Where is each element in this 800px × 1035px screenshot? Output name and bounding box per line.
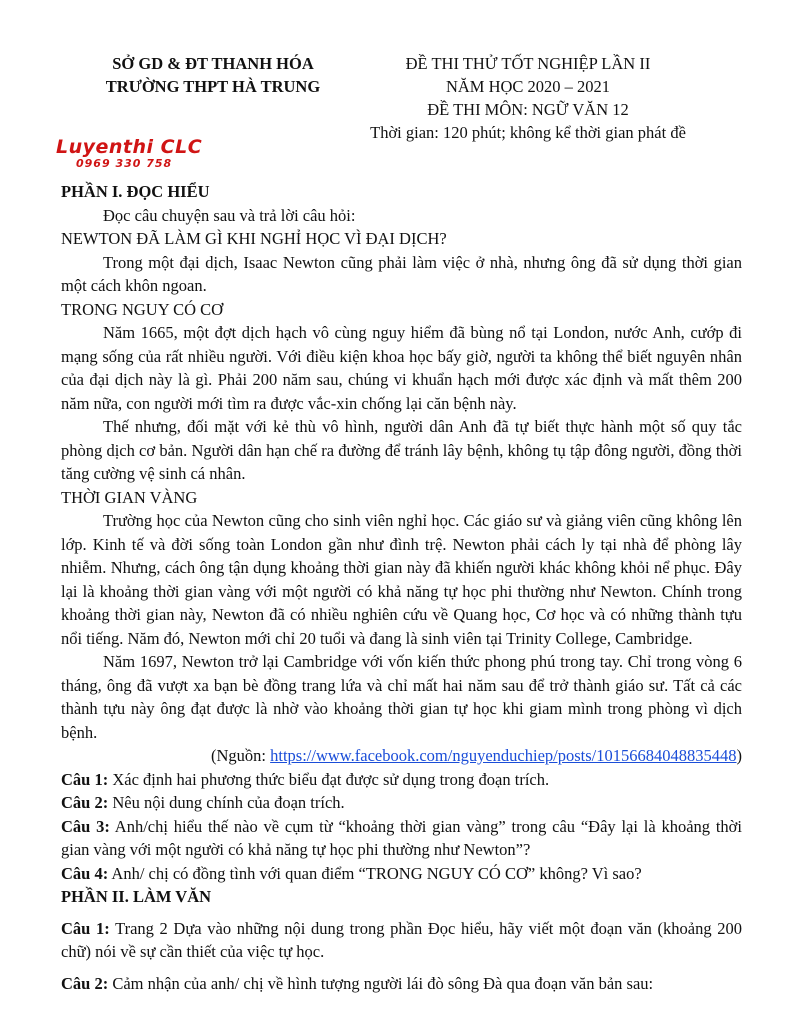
question-label: Câu 1: [61, 769, 109, 789]
question-label: Câu 4: [61, 863, 109, 883]
question-text: Anh/ chị có đồng tình với quan điểm “TRONG NGUY CÓ CƠ” không? Vì sao? [108, 863, 642, 883]
question-4 [61, 862, 742, 886]
story-paragraph-2: Năm 1665, một đợt dịch hạch vô cùng nguy hiểm đã bùng nổ tại London, nước Anh, cướp đi mạng sống của rất nhiều người. Với điều kiện khoa học bấy giờ, người ta không thể biết nguyên nhân của đại dịch này là gì. Phải 200 năm sau, chúng vi khuẩn hạch mới được xác định và mất thêm 200 năm nữa, con người mới tìm ra được vắc-xin chống lại căn bệnh này. [61, 323, 742, 413]
story-paragraph-1: Trong một đại dịch, Isaac Newton cũng phải làm việc ở nhà, nhưng ông đã sử dụng thời gian một cách khôn ngoan. [61, 252, 742, 295]
question-label: Câu 2: [61, 973, 109, 993]
story-title: NEWTON ĐÃ LÀM GÌ KHI NGHỈ HỌC VÌ ĐẠI DỊCH? [61, 229, 447, 248]
school-name: TRƯỜNG THPT HÀ TRUNG [105, 77, 321, 96]
story-subheading-1: TRONG NGUY CÓ CƠ [61, 299, 224, 319]
question-label: Câu 1: [61, 918, 110, 938]
question-2 [61, 791, 742, 815]
exam-content [61, 180, 742, 995]
source-citation [61, 744, 742, 768]
story-subheading-2: THỜI GIAN VÀNG [61, 487, 198, 507]
essay-question-1 [61, 917, 742, 964]
question-label: Câu 3: [61, 816, 110, 836]
logo-phone: 0969 330 758 [76, 157, 173, 170]
source-link[interactable]: https://www.facebook.com/nguyenduchiep/posts/10156684048835448 [270, 746, 737, 765]
question-text: Cảm nhận của anh/ chị về hình tượng người lái đò sông Đà qua đoạn văn bản sau: [108, 973, 654, 993]
department-name: SỞ GD & ĐT THANH HÓA [112, 54, 314, 73]
essay-question-2 [61, 972, 742, 996]
question-text: Nêu nội dung chính của đoạn trích. [108, 793, 345, 812]
story-paragraph-4: Trường học của Newton cũng cho sinh viên nghỉ học. Các giáo sư và giảng viên cũng không lên lớp. Kinh tế và đời sống toàn London gần như đình trệ. Newton phải cách ly tại nhà để phòng lây nhiễm. Nhưng, cách ông tận dụng khoảng thời gian này đã khiến người khác không khỏi nể phục. Đây lại là khoảng thời gian vàng với một người có khả năng tự học phi thường như Newton. Chính trong khoảng thời gian này, Newton đã có nhiều nghiên cứu về Quang học, Cơ học và có những thành tựu nổi tiếng. Năm đó, Newton mới chỉ 20 tuổi và đang là sinh viên tại Trinity College, Cambridge. [61, 511, 742, 648]
question-1 [61, 768, 742, 792]
part2-title: PHẦN II. LÀM VĂN [61, 887, 212, 906]
question-3 [61, 815, 742, 862]
logo-name: Luyenthi CLC [56, 136, 203, 158]
exam-title: ĐỀ THI THỬ TỐT NGHIỆP LẦN II [405, 54, 651, 73]
question-label: Câu 2: [61, 793, 109, 812]
luyenthi-logo [56, 136, 202, 170]
part1-title: PHẦN I. ĐỌC HIỂU [61, 182, 210, 201]
source-prefix: (Nguồn: [211, 746, 271, 765]
exam-subject: ĐỀ THI MÔN: NGỮ VĂN 12 [427, 100, 629, 119]
school-year: NĂM HỌC 2020 – 2021 [445, 77, 611, 96]
exam-header [0, 38, 800, 142]
question-text: Trang 2 Dựa vào những nội dung trong phần Đọc hiểu, hãy viết một đoạn văn (khoảng 200 chữ) nói về sự cần thiết của việc tự học. [61, 918, 742, 961]
question-text: Anh/chị hiểu thế nào về cụm từ “khoảng thời gian vàng” trong câu “Đây lại là khoảng thời gian vàng với một người có khả năng tự học phi thường như Newton”? [61, 816, 742, 859]
story-paragraph-3: Thế nhưng, đối mặt với kẻ thù vô hình, người dân Anh đã tự biết thực hành một số quy tắc phòng dịch cơ bản. Người dân hạn chế ra đường để tránh lây bệnh, không tụ tập đông người, đồng thời tăng cường vệ sinh cá nhân. [61, 417, 742, 483]
source-suffix: ) [736, 746, 742, 765]
reading-intro: Đọc câu chuyện sau và trả lời câu hỏi: [103, 205, 356, 225]
story-paragraph-5: Năm 1697, Newton trở lại Cambridge với vốn kiến thức phong phú trong tay. Chỉ trong vòng 6 tháng, ông đã vượt xa bạn bè đồng trang lứa và chỉ mất hai năm sau để trở thành giáo sư. Tất cả các thành tựu này ông đạt được là nhờ vào khoảng thời gian tự học khi giam mình trong phòng vì dịch bệnh. [61, 652, 742, 742]
question-text: Xác định hai phương thức biểu đạt được sử dụng trong đoạn trích. [108, 769, 550, 789]
exam-duration: Thời gian: 120 phút; không kể thời gian phát đề [370, 123, 686, 142]
